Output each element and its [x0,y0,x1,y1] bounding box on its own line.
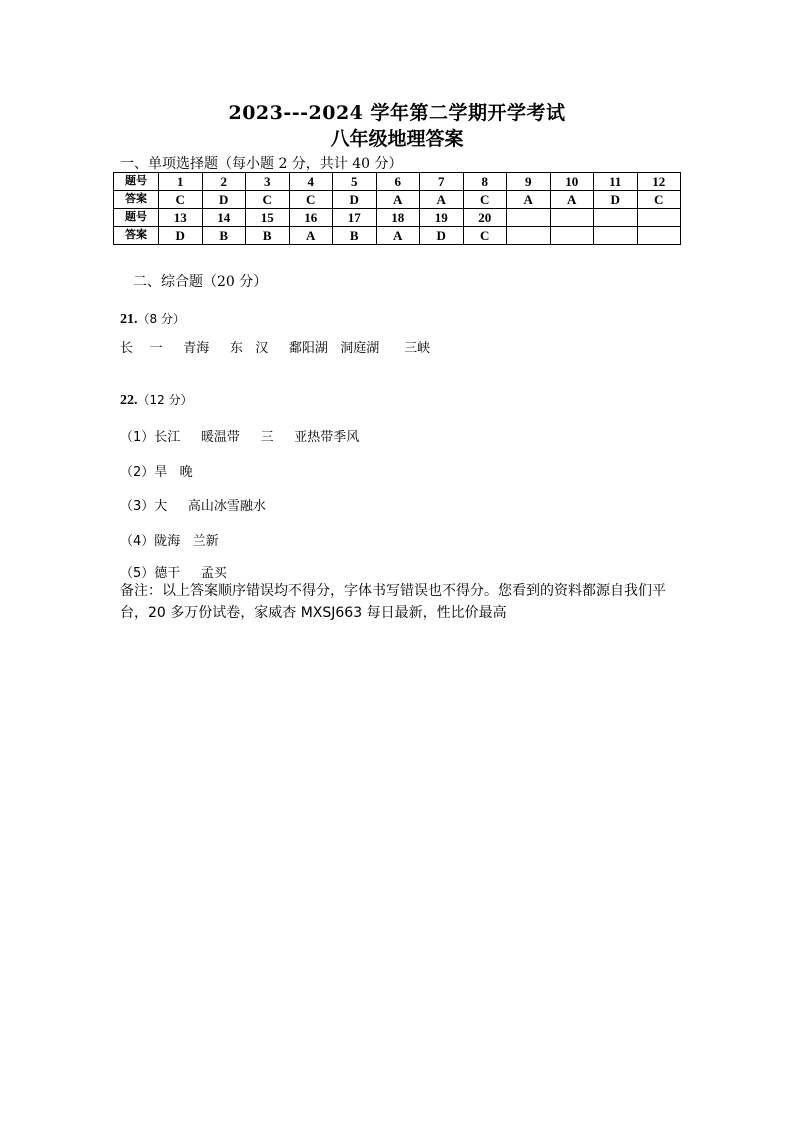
table-cell: 8 [463,173,507,191]
q22-number: 22. [120,393,138,408]
table-cell: 15 [246,209,290,227]
table-cell: 1 [159,173,203,191]
table-cell: B [202,227,246,245]
row-label: 题号 [114,209,159,227]
table-cell [507,227,551,245]
table-cell: 9 [507,173,551,191]
table-cell: 20 [463,209,507,227]
table-row [114,191,681,209]
q21-answer: 长 一 青海 东 汉 鄱阳湖 洞庭湖 三峡 [120,341,431,356]
q21-number: 21. [120,312,138,327]
table-cell: 3 [246,173,290,191]
table-cell: 10 [550,173,594,191]
table-cell: 14 [202,209,246,227]
table-cell: C [637,191,681,209]
table-cell: 7 [420,173,464,191]
row-label: 题号 [114,173,159,191]
table-row [114,227,681,245]
table-cell: C [289,191,333,209]
q21-points: （8 分） [137,312,185,326]
q22-answer-3: （3）大 高山冰雪融水 [120,499,266,514]
table-cell: 6 [376,173,420,191]
table-cell: A [507,191,551,209]
table-cell: D [202,191,246,209]
table-cell: A [289,227,333,245]
table-cell: A [376,227,420,245]
table-cell: 17 [333,209,377,227]
section-heading-multiple-choice: 一、单项选择题（每小题 2 分，共计 40 分） [120,156,403,172]
row-label: 答案 [114,191,159,209]
table-cell: A [376,191,420,209]
table-cell [637,209,681,227]
table-cell: B [246,227,290,245]
table-cell [507,209,551,227]
table-cell: C [463,191,507,209]
table-cell: A [550,191,594,209]
section-heading-comprehensive: 二、综合题（20 分） [133,274,268,290]
table-cell: 11 [594,173,638,191]
table-cell [550,209,594,227]
q22-answer-2: （2）旱 晚 [120,465,193,480]
table-cell: D [594,191,638,209]
q21-heading [120,310,185,328]
q22-heading [120,391,193,409]
answer-table [113,172,681,245]
q22-answer-5: （5）德干 孟买 [120,566,227,581]
table-row [114,209,681,227]
document-title: 2023---2024 学年第二学期开学考试 [228,102,566,124]
table-cell: C [159,191,203,209]
table-cell: 19 [420,209,464,227]
table-cell: D [420,227,464,245]
table-cell [594,209,638,227]
table-cell: 12 [637,173,681,191]
table-cell: 4 [289,173,333,191]
table-cell: C [246,191,290,209]
remark-note: 备注：以上答案顺序错误均不得分，字体书写错误也不得分。您看到的资料都源自我们平台，20 多万份试卷，家威杏 MXSJ663 每日最新，性比价最高 [120,583,666,621]
row-label: 答案 [114,227,159,245]
q22-answer-1: （1）长江 暖温带 三 亚热带季风 [120,430,360,445]
table-cell: 5 [333,173,377,191]
document-subtitle: 八年级地理答案 [330,128,464,150]
table-cell: C [463,227,507,245]
table-cell: A [420,191,464,209]
table-cell: D [333,191,377,209]
table-cell [594,227,638,245]
table-cell: 16 [289,209,333,227]
table-cell: B [333,227,377,245]
table-cell: 2 [202,173,246,191]
table-cell: D [159,227,203,245]
table-cell [637,227,681,245]
table-cell [550,227,594,245]
q22-answer-4: （4）陇海 兰新 [120,534,219,549]
table-cell: 18 [376,209,420,227]
table-row [114,173,681,191]
table-cell: 13 [159,209,203,227]
q22-points: （12 分） [137,393,193,407]
